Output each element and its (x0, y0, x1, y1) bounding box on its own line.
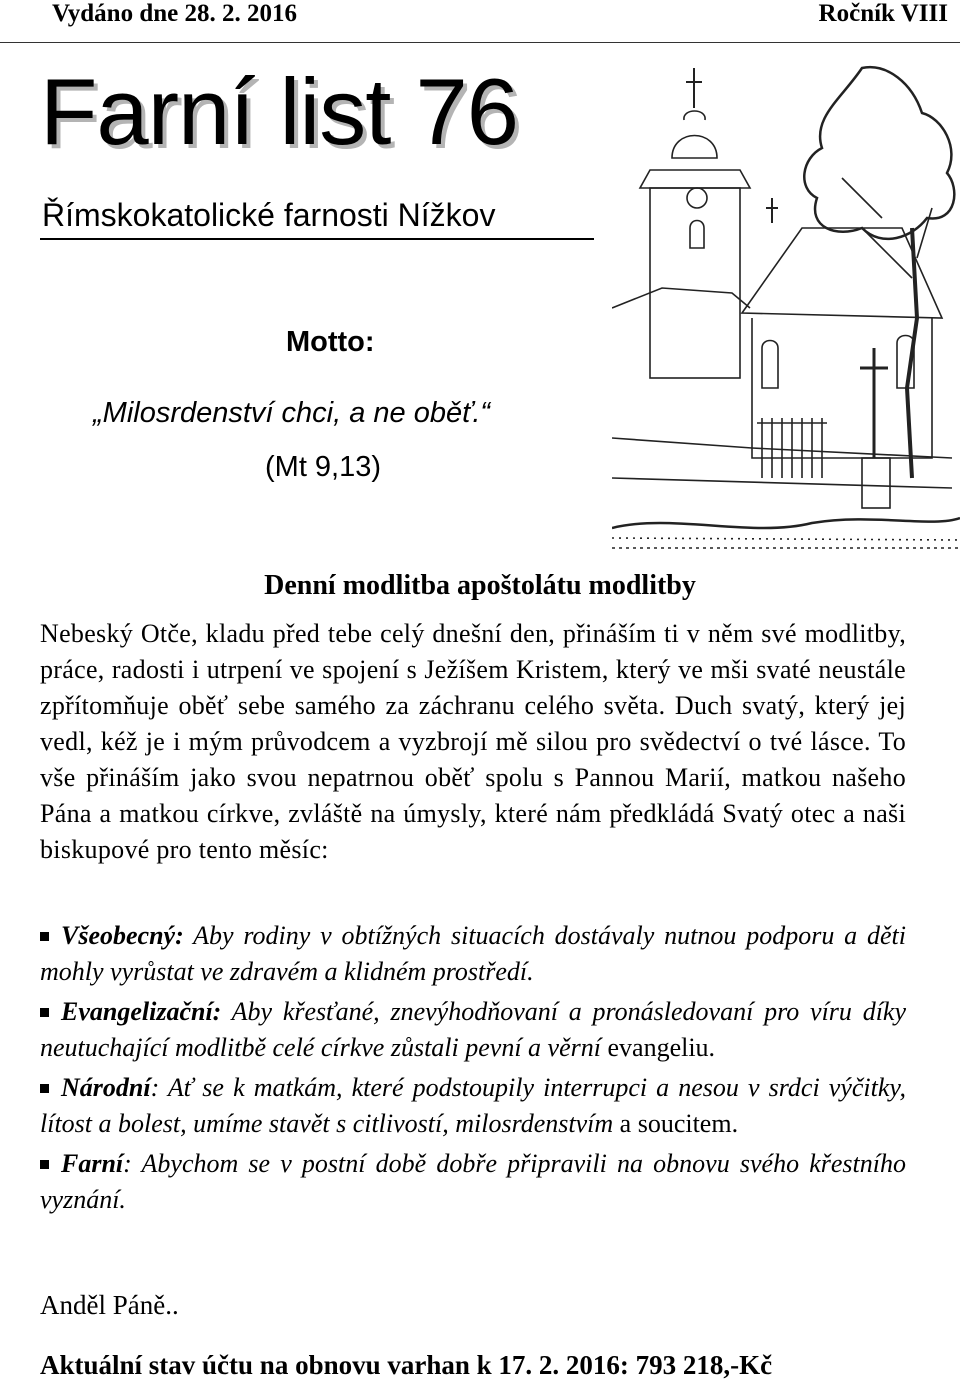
intention-general (40, 918, 906, 990)
prayer-heading: Denní modlitba apoštolátu modlitby (264, 570, 696, 601)
intention-text: Aby křesťané, znevýhodňovaní a pronásledovaní pro víru díky neutuchající modlitbě celé církve zůstali pevní a věrní (40, 997, 906, 1062)
intention-separator: : (150, 1073, 160, 1102)
intention-label: Národní (61, 1073, 151, 1102)
intention-tail: evangeliu. (607, 1033, 716, 1062)
volume-number: Ročník VIII (818, 0, 948, 27)
newsletter-title: Farní list 76 (40, 59, 519, 164)
organ-fund-status: Aktuální stav účtu na obnovu varhan k 17. 2. 2016: 793 218,-Kč (40, 1350, 773, 1380)
intention-evangelization (40, 994, 906, 1066)
prayer-text: Nebeský Otče, kladu před tebe celý dnešní den, přináším ti v něm své modlitby, práce, radosti i utrpení ve spojení s Ježíšem Kristem, který ve mši svaté neustále zpřítomňuje oběť sebe samého za záchranu celého světa. Duch svatý, který jej vedl, kéž je i mým průvodcem a vyzbrojí mě silou pro svědectví o tvé lásce. To vše přináším jako svou nepatrnou oběť spolu s Pannou Marií, matkou našeho Pána a matkou církve, zvláště na úmysly, které nám předkládá Svatý otec a naši biskupové pro tento měsíc: (40, 619, 906, 864)
closing-prayer: Anděl Páně.. (40, 1290, 179, 1320)
issue-date: Vydáno dne 28. 2. 2016 (52, 0, 297, 27)
motto-label: Motto: (286, 326, 375, 358)
motto-quote: „Milosrdenství chci, a ne oběť.“ (93, 397, 491, 429)
intention-label: Evangelizační: (61, 997, 222, 1026)
motto-reference: (Mt 9,13) (265, 451, 382, 483)
intention-label: Farní (61, 1149, 124, 1178)
church-illustration-icon (612, 58, 960, 555)
intention-parish (40, 1146, 906, 1218)
intention-text: Aby rodiny v obtížných situacích dostávaly nutnou podporu a děti mohly vyrůstat ve zdravém a klidném prostředí. (40, 921, 906, 986)
intention-text: Abychom se v postní době dobře připravili na obnovu svého křestního vyznání. (40, 1149, 906, 1214)
bullet-icon (40, 932, 49, 941)
intention-text: Ať se k matkám, které podstoupily interrupci a nesou v srdci výčitky, lítost a bolest, umíme stavět s citlivostí, milosrdenstvím (40, 1073, 906, 1138)
intention-tail: a soucitem. (619, 1109, 739, 1138)
bullet-icon (40, 1160, 49, 1169)
header-divider (0, 42, 960, 43)
prayer-intentions (40, 918, 906, 1222)
bullet-icon (40, 1008, 49, 1017)
bullet-icon (40, 1084, 49, 1093)
intention-label: Všeobecný: (61, 921, 184, 950)
parish-subtitle: Římskokatolické farnosti Nížkov (40, 192, 594, 240)
intention-national (40, 1070, 906, 1142)
intention-separator: : (123, 1149, 132, 1178)
